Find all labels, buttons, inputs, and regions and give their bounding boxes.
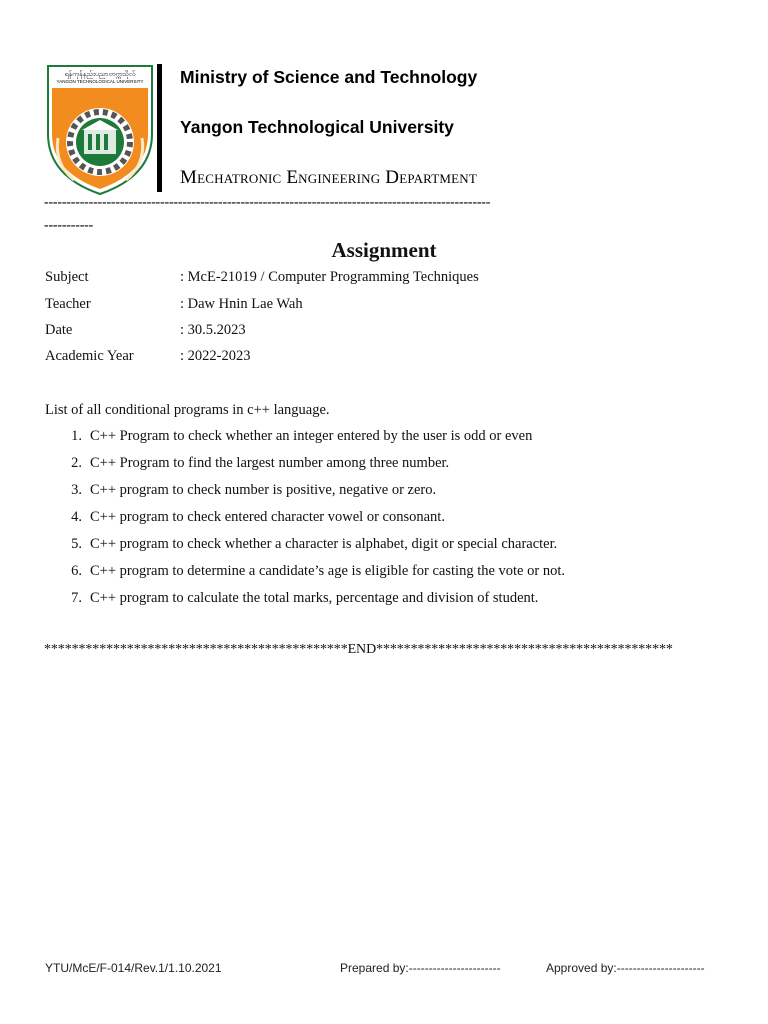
subject-value: : McE-21019 / Computer Programming Techniques <box>180 269 479 285</box>
list-item-text: C++ program to calculate the total marks, percentage and division of student. <box>90 590 539 606</box>
program-list <box>45 428 565 617</box>
teacher-value: : Daw Hnin Lae Wah <box>180 296 303 312</box>
academic-year-label: Academic Year <box>45 348 134 364</box>
list-item-number: 4. <box>71 509 82 525</box>
date-label: Date <box>45 322 73 338</box>
list-intro: List of all conditional programs in c++ language. <box>45 402 330 418</box>
list-item-number: 2. <box>71 455 82 471</box>
date-value: : 30.5.2023 <box>180 322 246 338</box>
list-item-number: 6. <box>71 563 82 579</box>
list-item-text: C++ program to check entered character vowel or consonant. <box>90 509 445 525</box>
academic-year-value: : 2022-2023 <box>180 348 251 364</box>
header-divider-bar <box>157 64 162 192</box>
list-item-text: C++ Program to find the largest number among three number. <box>90 455 450 471</box>
list-item <box>45 455 565 482</box>
teacher-label: Teacher <box>45 296 91 312</box>
form-code: YTU/McE/F-014/Rev.1/1.10.2021 <box>45 961 222 975</box>
list-item-number: 1. <box>71 428 82 444</box>
logo-script-text: ရန်ကုန်နည်းပညာတက္ကသိုလ် <box>64 70 136 78</box>
list-item <box>45 428 565 455</box>
ministry-heading: Ministry of Science and Technology <box>180 67 478 87</box>
separator-line-continued: ----------- <box>44 218 94 233</box>
document-title: Assignment <box>331 238 437 262</box>
list-item-text: C++ program to check number is positive, negative or zero. <box>90 482 437 498</box>
prepared-by: Prepared by:----------------------- <box>340 961 501 975</box>
list-item <box>45 482 565 509</box>
logo-caption: YANGON TECHNOLOGICAL UNIVERSITY <box>56 79 144 84</box>
separator-line: ---------------------------------------------------------------------------------------------------- <box>44 195 491 210</box>
department-heading: Mechatronic Engineering Department <box>180 167 478 188</box>
list-item-text: C++ Program to check whether an integer entered by the user is odd or even <box>90 428 533 444</box>
list-item <box>45 509 565 536</box>
list-item-text: C++ program to determine a candidate’s age is eligible for casting the vote or not. <box>90 563 565 579</box>
approved-by: Approved by:---------------------- <box>546 961 705 975</box>
subject-label: Subject <box>45 269 89 285</box>
list-item-number: 5. <box>71 536 82 552</box>
list-item <box>45 536 565 563</box>
list-item <box>45 563 565 590</box>
end-marker: ********************************************END******************************************* <box>44 642 673 657</box>
list-item-number: 7. <box>71 590 82 606</box>
university-logo <box>44 64 156 196</box>
list-item-text: C++ program to check whether a character is alphabet, digit or special character. <box>90 536 558 552</box>
list-item-number: 3. <box>71 482 82 498</box>
university-heading: Yangon Technological University <box>180 117 454 137</box>
list-item <box>45 590 565 617</box>
